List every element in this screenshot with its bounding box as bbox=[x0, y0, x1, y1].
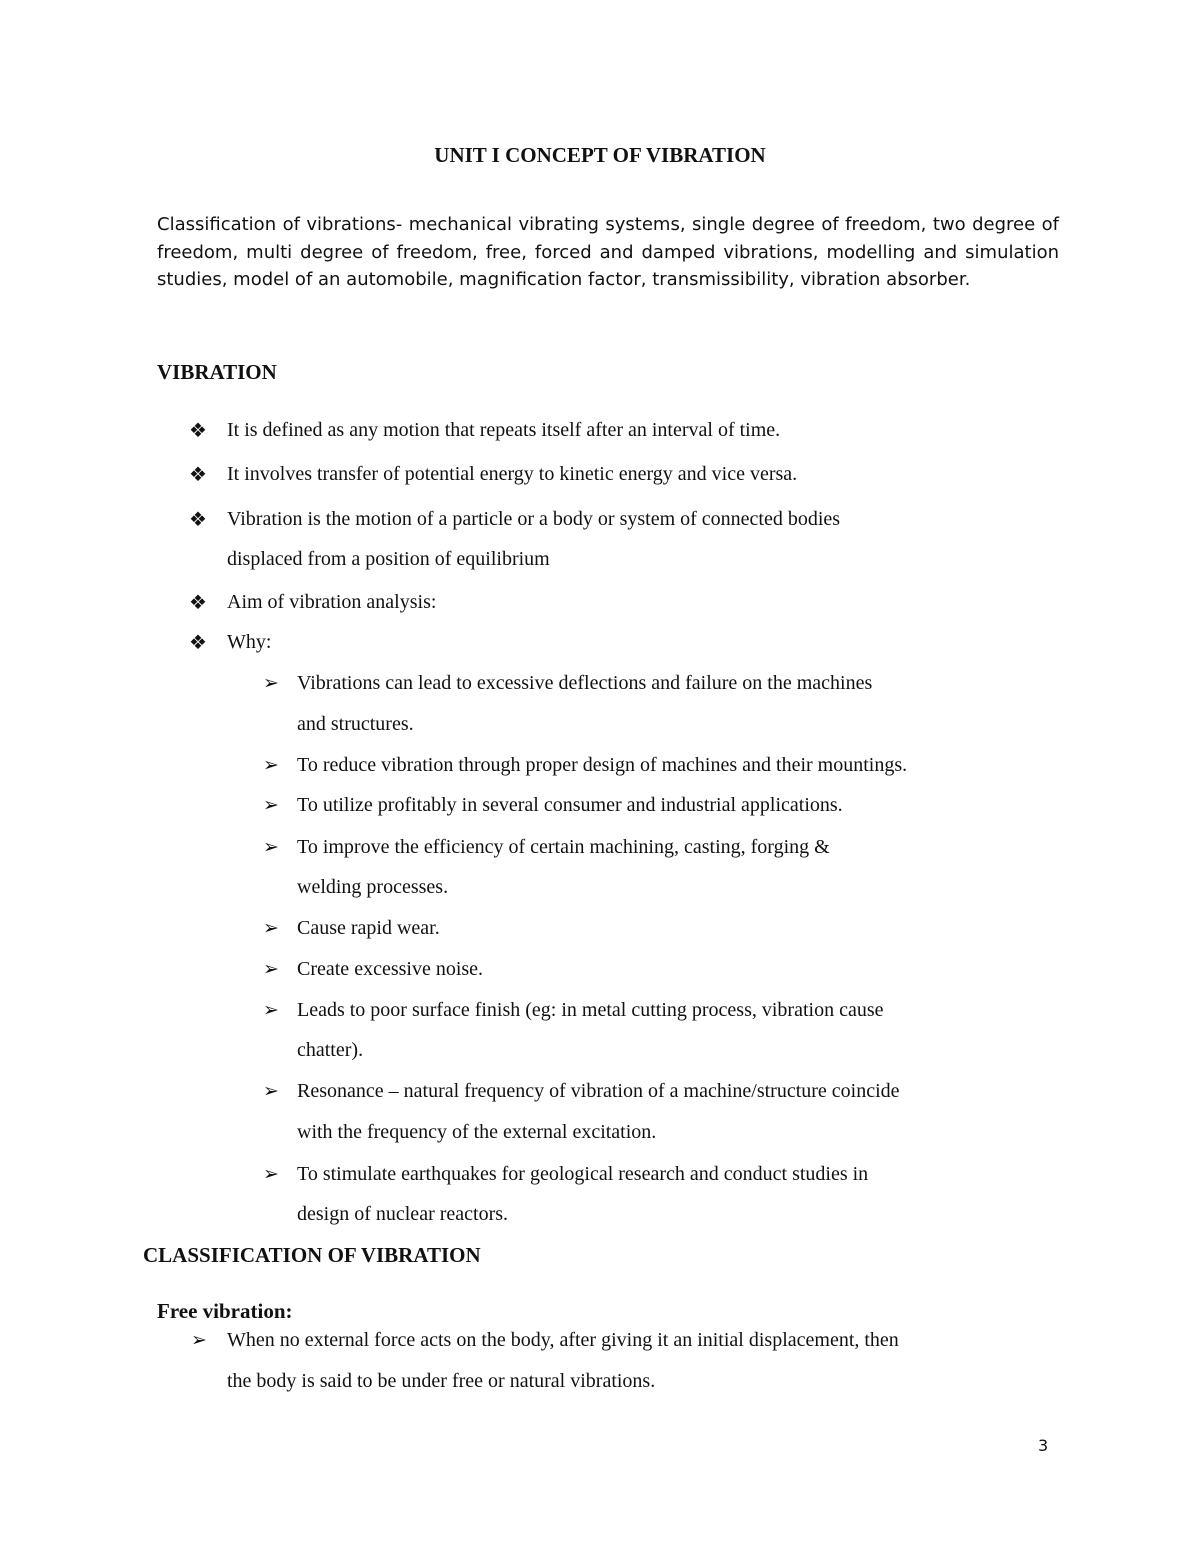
arrowhead-bullet-icon: ➢ bbox=[263, 918, 279, 939]
four-diamond-bullet-icon: ❖ bbox=[189, 509, 207, 531]
arrowhead-bullet-icon: ➢ bbox=[191, 1330, 207, 1351]
arrowhead-bullet-icon: ➢ bbox=[263, 1164, 279, 1185]
why-item-4-line-1: To improve the efficiency of certain machining, casting, forging & bbox=[297, 836, 830, 858]
free-vibration-item-line-1: When no external force acts on the body, after giving it an initial displacement, then bbox=[227, 1329, 899, 1351]
arrowhead-bullet-icon: ➢ bbox=[263, 673, 279, 694]
vibration-bullet-4: Aim of vibration analysis: bbox=[227, 591, 437, 613]
four-diamond-bullet-icon: ❖ bbox=[189, 632, 207, 654]
why-item-8-line-2: with the frequency of the external excitation. bbox=[297, 1121, 657, 1143]
syllabus-paragraph: Classification of vibrations- mechanical vibrating systems, single degree of freedom, two degree of freedom, multi degree of freedom, free, forced and damped vibrations, modelling and simulation studies, model of an automobile, magnification factor, transmissibility, vibration absorber. bbox=[157, 214, 1059, 290]
why-item-1-line-2: and structures. bbox=[297, 713, 414, 735]
four-diamond-bullet-icon: ❖ bbox=[189, 592, 207, 614]
arrowhead-bullet-icon: ➢ bbox=[263, 837, 279, 858]
section-heading-vibration: VIBRATION bbox=[157, 360, 277, 384]
page-title: UNIT I CONCEPT OF VIBRATION bbox=[434, 143, 766, 167]
four-diamond-bullet-icon: ❖ bbox=[189, 420, 207, 442]
why-item-9-line-1: To stimulate earthquakes for geological research and conduct studies in bbox=[297, 1163, 869, 1185]
vibration-bullet-2: It involves transfer of potential energy to kinetic energy and vice versa. bbox=[227, 463, 798, 485]
arrowhead-bullet-icon: ➢ bbox=[263, 795, 279, 816]
vibration-bullet-5: Why: bbox=[227, 631, 272, 653]
four-diamond-bullet-icon: ❖ bbox=[189, 464, 207, 486]
why-item-6: Create excessive noise. bbox=[297, 958, 484, 980]
free-vibration-item-line-2: the body is said to be under free or natural vibrations. bbox=[227, 1370, 656, 1392]
why-item-1-line-1: Vibrations can lead to excessive deflections and failure on the machines bbox=[297, 672, 873, 694]
why-item-9-line-2: design of nuclear reactors. bbox=[297, 1203, 509, 1225]
vibration-bullet-3-line-1: Vibration is the motion of a particle or a body or system of connected bodies bbox=[227, 508, 841, 530]
arrowhead-bullet-icon: ➢ bbox=[263, 1081, 279, 1102]
vibration-bullet-3-line-2: displaced from a position of equilibrium bbox=[227, 548, 550, 570]
why-item-2: To reduce vibration through proper design of machines and their mountings. bbox=[297, 754, 908, 776]
why-item-4-line-2: welding processes. bbox=[297, 876, 449, 898]
why-item-8-line-1: Resonance – natural frequency of vibration of a machine/structure coincide bbox=[297, 1080, 900, 1102]
subheading-free-vibration: Free vibration: bbox=[157, 1299, 293, 1323]
section-heading-classification: CLASSIFICATION OF VIBRATION bbox=[143, 1243, 481, 1267]
why-item-7-line-2: chatter). bbox=[297, 1039, 364, 1061]
why-item-3: To utilize profitably in several consumer and industrial applications. bbox=[297, 794, 843, 816]
why-item-5: Cause rapid wear. bbox=[297, 917, 440, 939]
page-number: 3 bbox=[1038, 1436, 1049, 1455]
arrowhead-bullet-icon: ➢ bbox=[263, 959, 279, 980]
why-item-7-line-1: Leads to poor surface finish (eg: in metal cutting process, vibration cause bbox=[297, 999, 884, 1021]
arrowhead-bullet-icon: ➢ bbox=[263, 755, 279, 776]
vibration-bullet-1: It is defined as any motion that repeats itself after an interval of time. bbox=[227, 419, 781, 441]
arrowhead-bullet-icon: ➢ bbox=[263, 1000, 279, 1021]
